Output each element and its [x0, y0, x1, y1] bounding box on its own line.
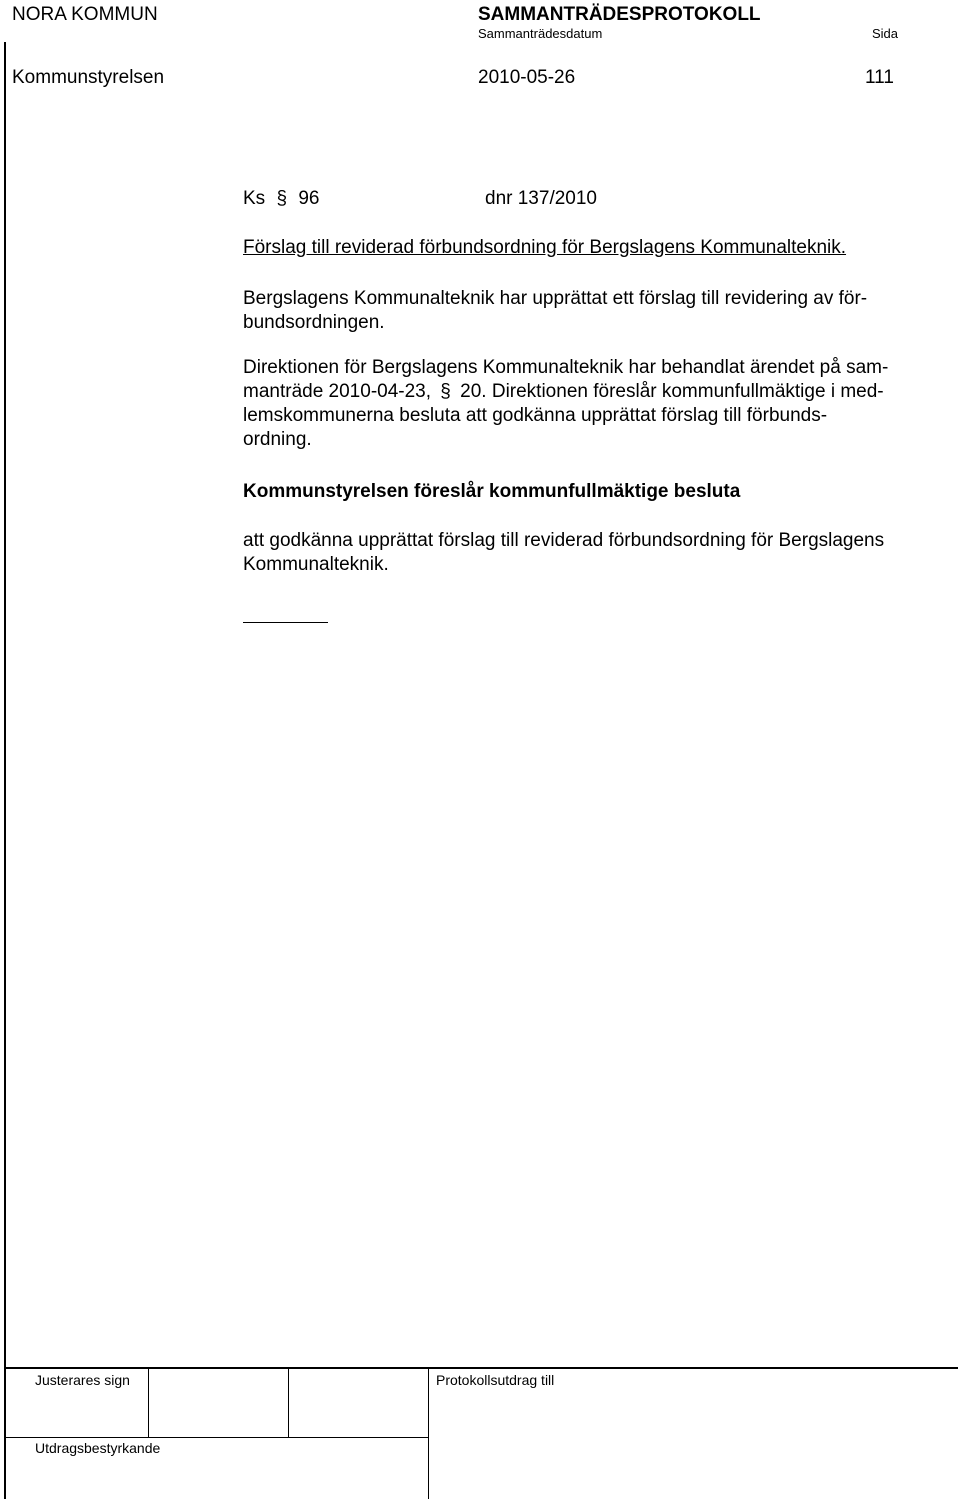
paragraph-1-line-1: Bergslagens Kommunalteknik har upprättat ett förslag till revidering av för- [243, 288, 868, 309]
ks-prefix: Ks [243, 188, 266, 209]
footer-divider-1 [148, 1368, 149, 1437]
section-symbol: § [276, 188, 288, 209]
footer-divider-2 [288, 1368, 289, 1437]
separator-rule [243, 622, 328, 623]
case-number [243, 188, 319, 210]
left-margin-rule [4, 42, 6, 1499]
paragraph-2-line-3: lemskommunerna besluta att godkänna upprättat förslag till förbunds- [243, 405, 828, 426]
date-label: Sammanträdesdatum [478, 26, 603, 41]
paragraph-1-line-2: bundsordningen. [243, 312, 385, 333]
page-label: Sida [872, 26, 899, 41]
footer-middle-rule [4, 1437, 428, 1438]
page-number: 111 [865, 67, 894, 88]
decision-line-2: Kommunalteknik. [243, 554, 389, 575]
utdragsbestyrkande-label: Utdragsbestyrkande [35, 1440, 161, 1456]
justerare-label: Justerares sign [35, 1372, 130, 1388]
protocol-title: SAMMANTRÄDESPROTOKOLL [478, 4, 761, 25]
paragraph-2-line-2 [243, 380, 884, 404]
paragraph-2-section-symbol: § [440, 381, 451, 402]
meeting-date: 2010-05-26 [478, 67, 576, 88]
decision-line-1: att godkänna upprättat förslag till reviderad förbundsordning för Bergslagens [243, 530, 885, 551]
paragraph-2-line-4: ordning. [243, 429, 312, 450]
ks-number: 96 [298, 188, 320, 209]
body-name: Kommunstyrelsen [12, 67, 165, 88]
paragraph-2-rest: 20. Direktionen föreslår kommunfullmäktige i med- [460, 381, 884, 402]
footer-divider-3 [428, 1368, 429, 1499]
protokollsutdrag-label: Protokollsutdrag till [436, 1372, 555, 1388]
case-title: Förslag till reviderad förbundsordning för Bergslagens Kommunalteknik. [243, 237, 847, 258]
municipality-name: NORA KOMMUN [12, 4, 158, 25]
paragraph-2-meeting: manträde 2010-04-23, [243, 381, 432, 402]
paragraph-2-line-1: Direktionen för Bergslagens Kommunalteknik har behandlat ärendet på sam- [243, 357, 889, 378]
dnr: dnr 137/2010 [485, 188, 597, 209]
proposal-heading: Kommunstyrelsen föreslår kommunfullmäktige besluta [243, 481, 741, 502]
